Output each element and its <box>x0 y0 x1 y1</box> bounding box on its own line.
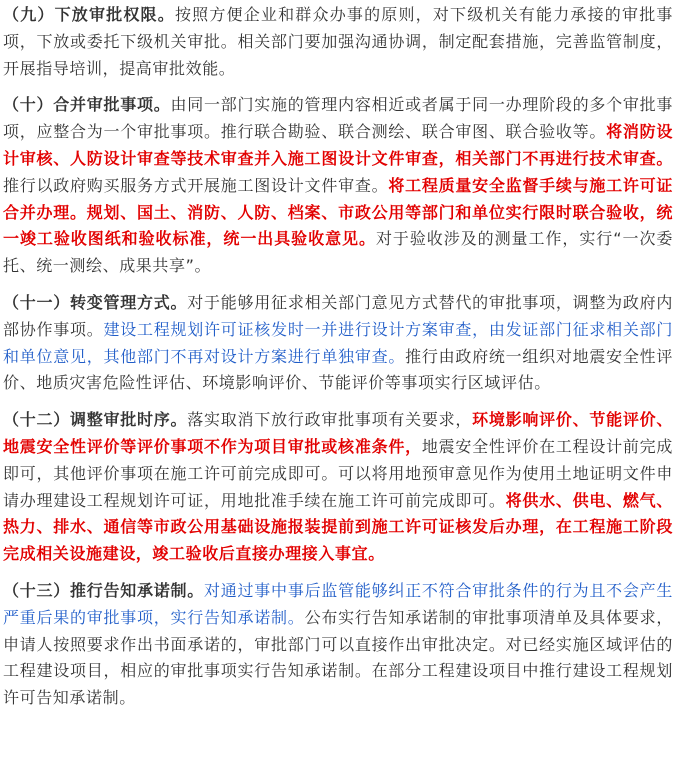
paragraph-9 <box>3 2 673 82</box>
text-run: 推行由政府统一组织对地震安全性评价、地质灾害危险性评估、环境影响评价、节能评价等事项实行区域评估。 <box>3 346 673 393</box>
paragraph-heading: （十二）调整审批时序。 <box>3 410 188 430</box>
emphasis-red-text: 将供水、供电、燃气、热力、排水、通信等市政公用基础设施报装提前到施工许可证核发后办理，在工程施工阶段完成相关设施建设，竣工验收后直接办理接入事宜。 <box>3 490 673 564</box>
text-run: 对于验收涉及的测量工作，实行“一次委托、统一测绘、成果共享”。 <box>3 229 674 276</box>
text-run: 推行以政府购买服务方式开展施工图设计文件审查。 <box>3 175 389 195</box>
paragraph-heading: （十）合并审批事项。 <box>3 95 171 115</box>
emphasis-blue-text: 对通过事中事后监管能够纠正不符合审批条件的行为且不会产生严重后果的审批事项，实行告知承诺制。 <box>3 580 673 627</box>
text-run: 落实取消下放行政审批事项有关要求， <box>187 410 473 430</box>
paragraph-heading: （十三）推行告知承诺制。 <box>3 580 205 600</box>
paragraph-heading: （十一）转变管理方式。 <box>3 292 188 312</box>
paragraph-12 <box>3 407 673 568</box>
emphasis-red-text: 环境影响评价、节能评价、地震安全性评价等评价事项不作为项目审批或核准条件， <box>3 410 673 456</box>
text-run: 按照方便企业和群众办事的原则，对下级机关有能力承接的审批事项，下放或委托下级机关审批。相关部门要加强沟通协调，制定配套措施，完善监管制度，开展指导培训，提高审批效能。 <box>3 5 673 78</box>
emphasis-blue-text: 建设工程规划许可证核发时一并进行设计方案审查，由发证部门征求相关部门和单位意见，其他部门不再对设计方案进行单独审查。 <box>3 319 673 366</box>
emphasis-red-text: 将工程质量安全监督手续与施工许可证合并办理。规划、国土、消防、人防、档案、市政公用等部门和单位实行限时联合验收，统一竣工验收图纸和验收标准，统一出具验收意见。 <box>3 175 673 249</box>
text-run: 公布实行告知承诺制的审批事项清单及具体要求，申请人按照要求作出书面承诺的，审批部门可以直接作出审批决定。对已经实施区域评估的工程建设项目，相应的审批事项实行告知承诺制。在部分工程建设项目中推行建设工程规划许可告知承诺制。 <box>3 607 673 708</box>
emphasis-red-text: 将消防设计审核、人防设计审查等技术审查并入施工图设计文件审查，相关部门不再进行技术审查。 <box>3 122 673 168</box>
text-run: 由同一部门实施的管理内容相近或者属于同一办理阶段的多个审批事项，应整合为一个审批事项。推行联合勘验、联合测绘、联合审图、联合验收等。 <box>3 95 673 142</box>
paragraph-13 <box>3 578 673 712</box>
document-body <box>3 2 673 722</box>
text-run: 对于能够用征求相关部门意见方式替代的审批事项，调整为政府内部协作事项。 <box>3 292 673 339</box>
paragraph-11 <box>3 290 673 397</box>
paragraph-heading: （九）下放审批权限。 <box>3 5 175 24</box>
text-run: 地震安全性评价在工程设计前完成即可，其他评价事项在施工许可前完成即可。可以将用地预审意见作为使用土地证明文件申请办理建设工程规划许可证，用地批准手续在施工许可前完成即可。 <box>3 436 673 510</box>
paragraph-10 <box>3 92 673 280</box>
